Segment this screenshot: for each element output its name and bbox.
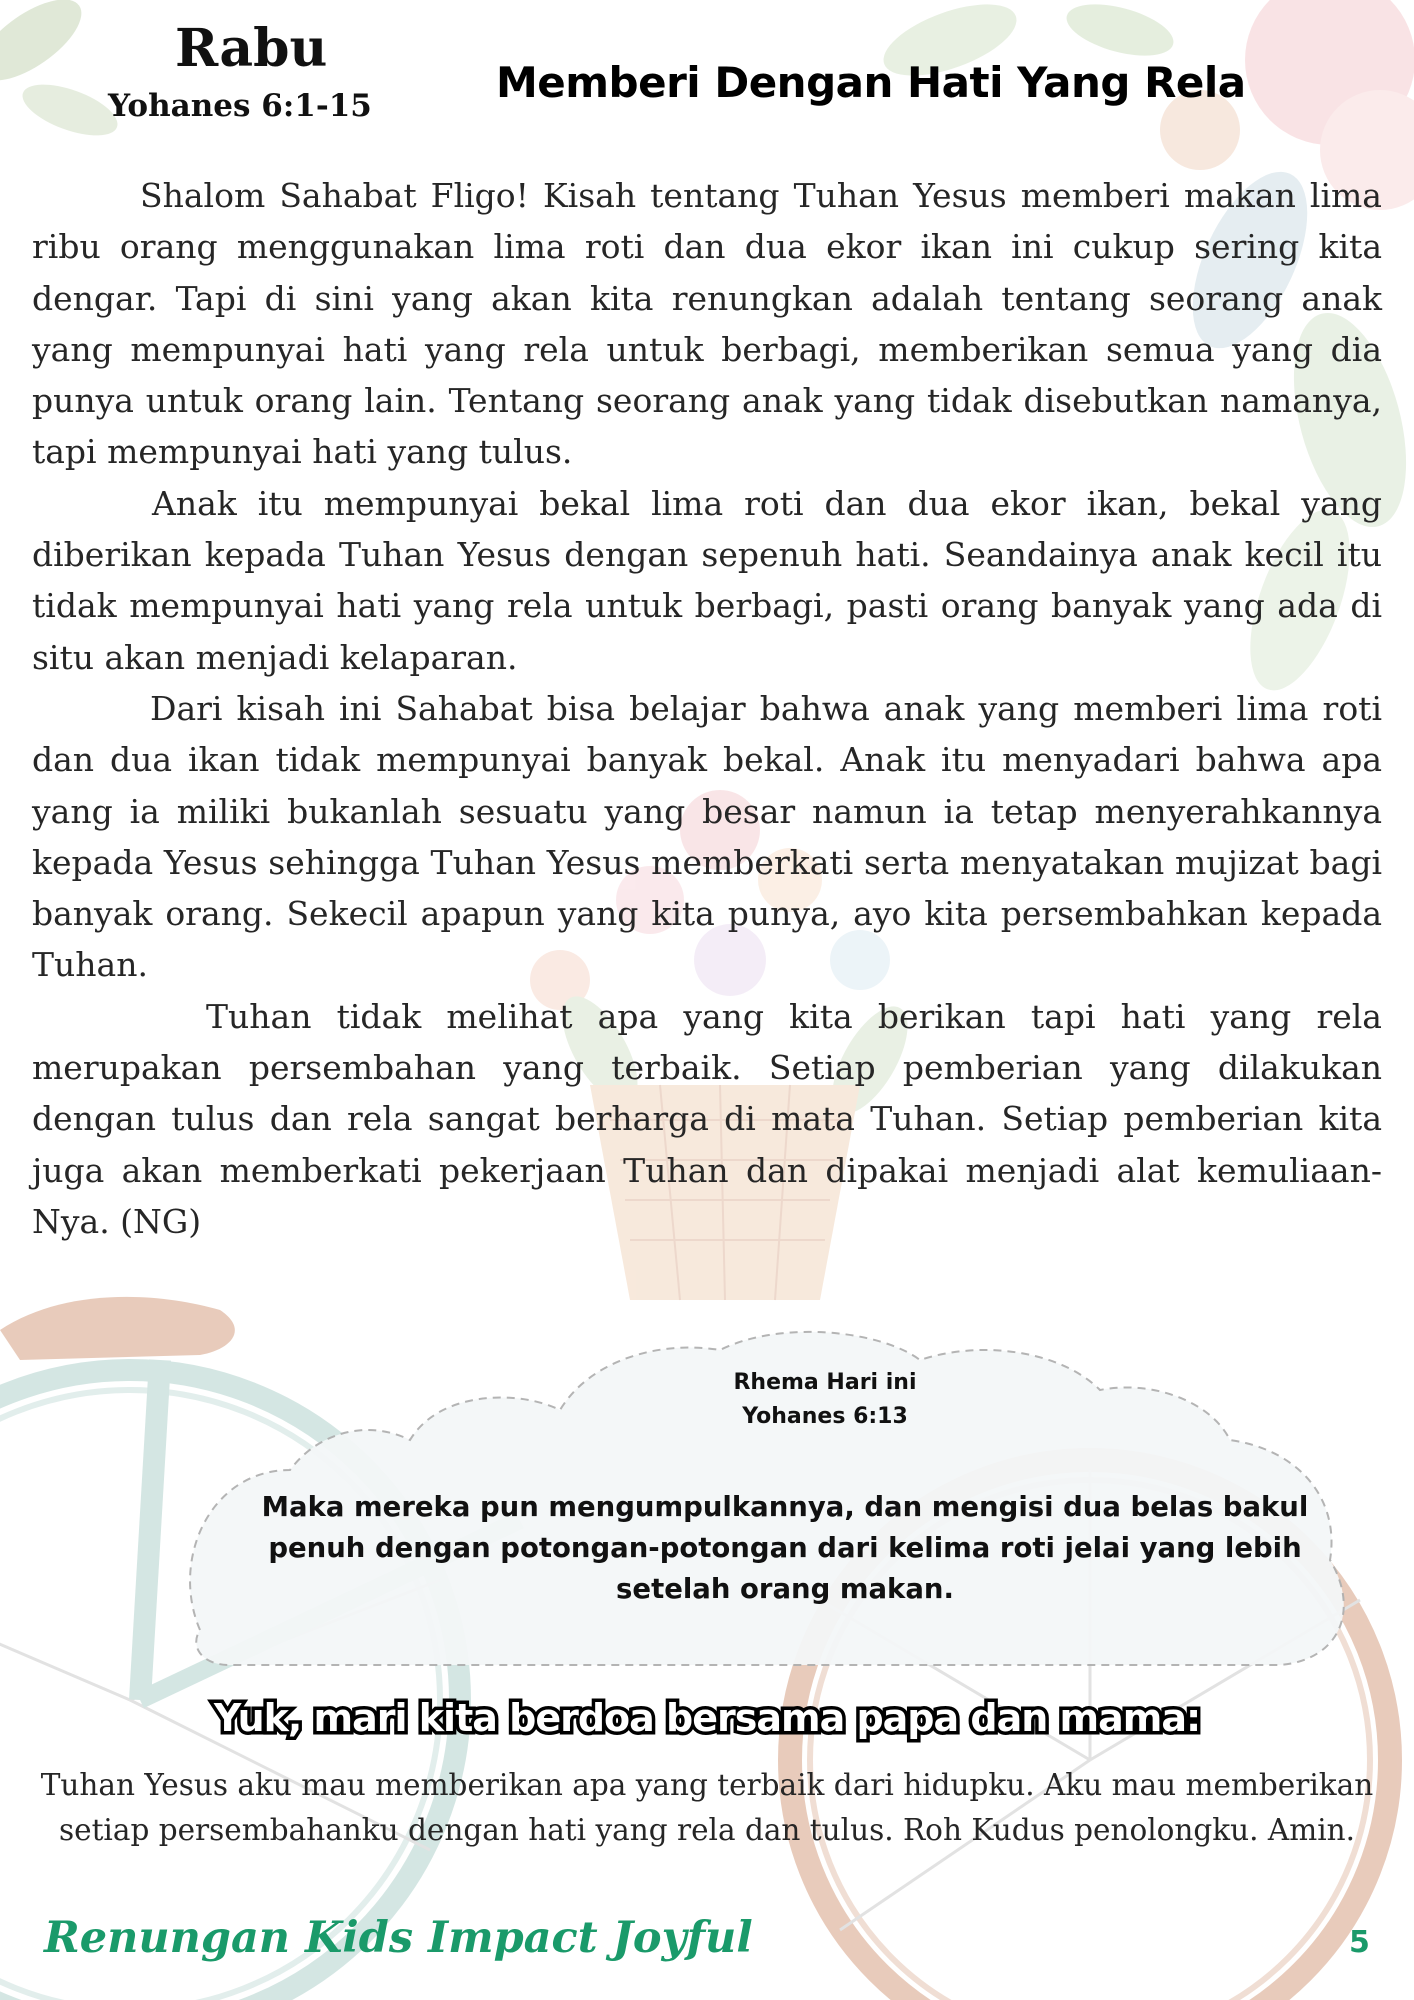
rhema-verse: Maka mereka pun mengumpulkannya, dan mengisi dua belas bakul penuh dengan potongan-potongan dari kelima roti jelai yang lebih setelah orang makan.: [261, 1491, 1309, 1605]
page-title: Memberi Dengan Hati Yang Rela: [496, 58, 1246, 107]
rhema-reference: Yohanes 6:13: [742, 1404, 908, 1429]
devotional-body: [32, 170, 1382, 1247]
scripture-reference: Yohanes 6:1-15: [108, 88, 372, 124]
day-label: Rabu: [175, 18, 328, 79]
paragraph: Anak itu mempunyai bekal lima roti dan dua ekor ikan, bekal yang diberikan kepada Tuhan Yesus dengan sepenuh hati. Seandainya anak kecil itu tidak mempunyai hati yang rela untuk berbagi, pasti orang banyak yang ada di situ akan menjadi kelaparan.: [32, 483, 1382, 677]
rhema-heading: Rhema Hari ini: [733, 1370, 917, 1395]
footer-brand: Renungan Kids Impact Joyful: [44, 1913, 753, 1963]
prayer-text: Tuhan Yesus aku mau memberikan apa yang terbaik dari hidupku. Aku mau memberikan setiap persembahanku dengan hati yang rela dan tulus. Roh Kudus penolongku. Amin.: [40, 1768, 1374, 1847]
paragraph: Shalom Sahabat Fligo! Kisah tentang Tuhan Yesus memberi makan lima ribu orang menggunakan lima roti dan dua ekor ikan ini cukup sering kita dengar. Tapi di sini yang akan kita renungkan adalah tentang seorang anak yang mempunyai hati yang rela untuk berbagi, memberikan semua yang dia punya untuk orang lain. Tentang seorang anak yang tidak disebutkan namanya, tapi mempunyai hati yang tulus.: [32, 176, 1382, 472]
page-number: 5: [1349, 1925, 1370, 1960]
paragraph: Dari kisah ini Sahabat bisa belajar bahwa anak yang memberi lima roti dan dua ikan tidak mempunyai banyak bekal. Anak itu menyadari bahwa apa yang ia miliki bukanlah sesuatu yang besar namun ia tetap menyerahkannya kepada Yesus sehingga Tuhan Yesus memberkati serta menyatakan mujizat bagi banyak orang. Sekecil apapun yang kita punya, ayo kita persembahkan kepada Tuhan.: [32, 688, 1382, 985]
paragraph: Tuhan tidak melihat apa yang kita berikan tapi hati yang rela merupakan persembahan yang terbaik. Setiap pemberian yang dilakukan dengan tulus dan rela sangat berharga di mata Tuhan. Setiap pemberian kita juga akan memberkati pekerjaan Tuhan dan dipakai menjadi alat kemuliaan-Nya. (NG): [32, 996, 1382, 1241]
prayer-heading: Yuk, mari kita berdoa bersama papa dan mama:: [213, 1696, 1201, 1740]
